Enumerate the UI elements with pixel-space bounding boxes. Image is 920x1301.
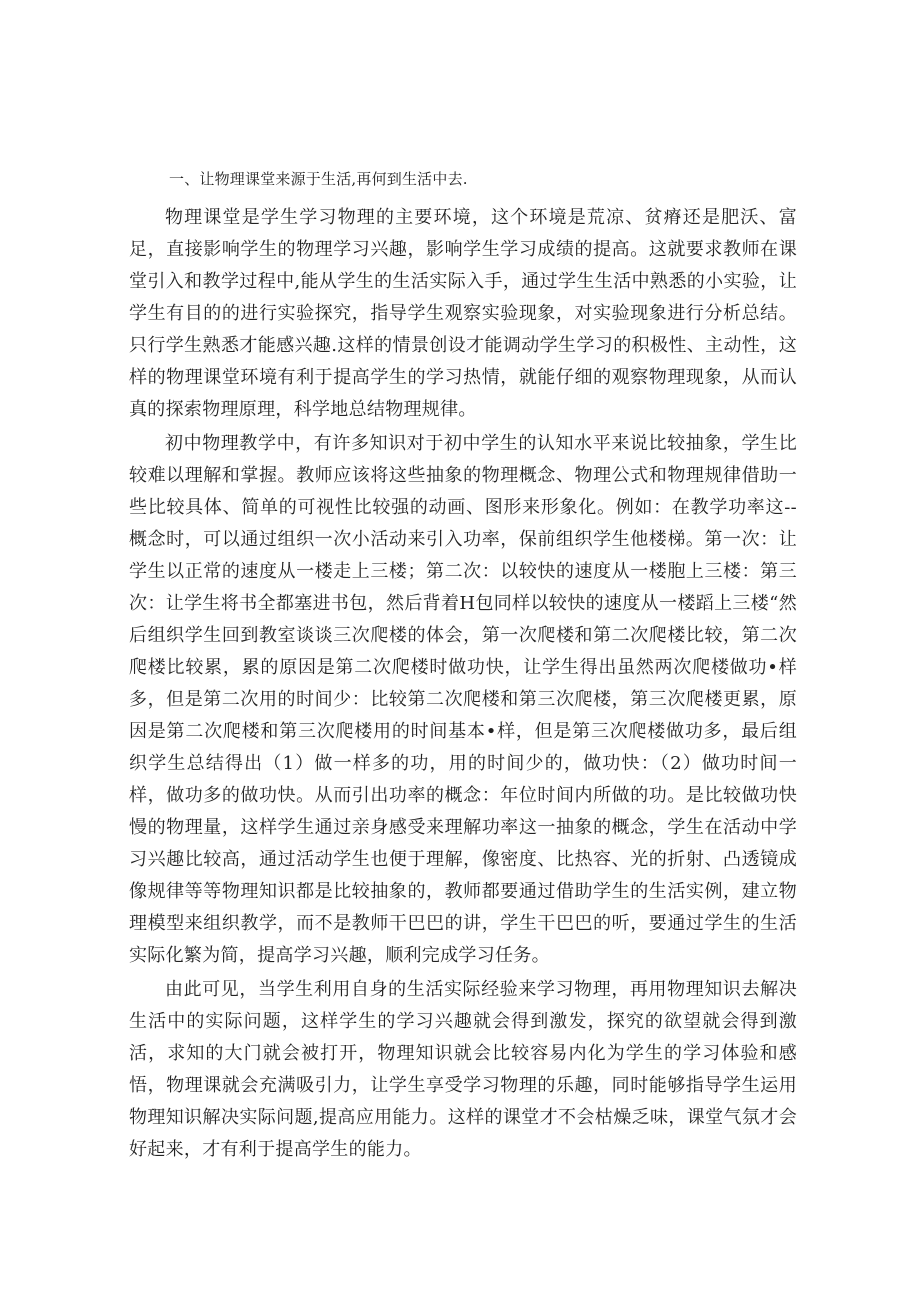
paragraph-3: 由此可见，当学生利用自身的生活实际经验来学习物理，再用物理知识去解决生活中的实际问题，这样学生的学习兴趣就会得到激发，探究的欲望就会得到激活，求知的大门就会被打开，物理知识就会比较容易内化为学生的学习体验和感悟，物理课就会充满吸引力，让学生享受学习物理的乐趣，同时能够指导学生运用物理知识解决实际问题,提高应用能力。这样的课堂才不会枯燥乏味，课堂气氛才会好起来，才有利于提高学生的能力。 — [129, 979, 797, 1160]
paragraph-2: 初中物理教学中，有许多知识对于初中学生的认知水平来说比较抽象，学生比较难以理解和掌握。教师应该将这些抽象的物理概念、物理公式和物理规律借助一些比较具体、简单的可视性比较强的动画、图形来形象化。例如：在教学功率这--概念时，可以通过组织一次小活动来引入功率，保前组织学生他楼梯。第一次：让学生以正常的速度从一楼走上三楼；第二次：以较快的速度从一楼胞上三楼：第三次：让学生将书全都塞进书包，然后背着H包同样以较快的速度从一楼蹈上三楼“然后组织学生回到教室谈谈三次爬楼的体会，第一次爬楼和第二次爬楼比较，第二次爬楼比较累，累的原因是第二次爬楼时做功快，让学生得出虽然两次爬楼做功•样多，但是第二次用的时间少：比较第二次爬楼和第三次爬楼，第三次爬楼更累，原因是第二次爬楼和第三次爬楼用的时间基本•样，但是第三次爬楼做功多，最后组织学生总结得出（1）做一样多的功，用的时间少的，做功快：（2）做功时间一样，做功多的做功快。从而引出功率的概念：年位时间内所做的功。是比较做功快慢的物理量，这样学生通过亲身感受来理解功率这一抽象的概念，学生在活动中学习兴趣比较高，通过活动学生也便于理解，像密度、比热容、光的折射、凸透镜成像规律等等物理知识都是比较抽象的，教师都要通过借助学生的生活实例，建立物理模型来组织教学，而不是教师干巴巴的讲，学生干巴巴的听，要通过学生的生活实际化繁为简，提高学习兴趣，顺利完成学习任务。 — [129, 433, 797, 966]
paragraph-1: 物理课堂是学生学习物理的主要环境，这个环境是荒凉、贫瘠还是肥沃、富足，直接影响学生的物理学习兴趣，影响学生学习成绩的提高。这就要求教师在课堂引入和教学过程中,能从学生的生活实际入手，通过学生生活中熟悉的小实验，让学生有目的的进行实验探究，指导学生观察实验现象，对实验现象进行分析总结。只行学生熟悉才能感兴趣.这样的情景创设才能调动学生学习的积极性、主动性，这样的物理课堂环境有利于提高学生的学习热情，就能仔细的观察物理现象，从而认真的探索物理原理，科学地总结物理规律。 — [129, 207, 797, 420]
section-heading: 一、让物理课堂来源于生活,再何到生活中去. — [169, 170, 468, 188]
document-page — [129, 160, 797, 1168]
